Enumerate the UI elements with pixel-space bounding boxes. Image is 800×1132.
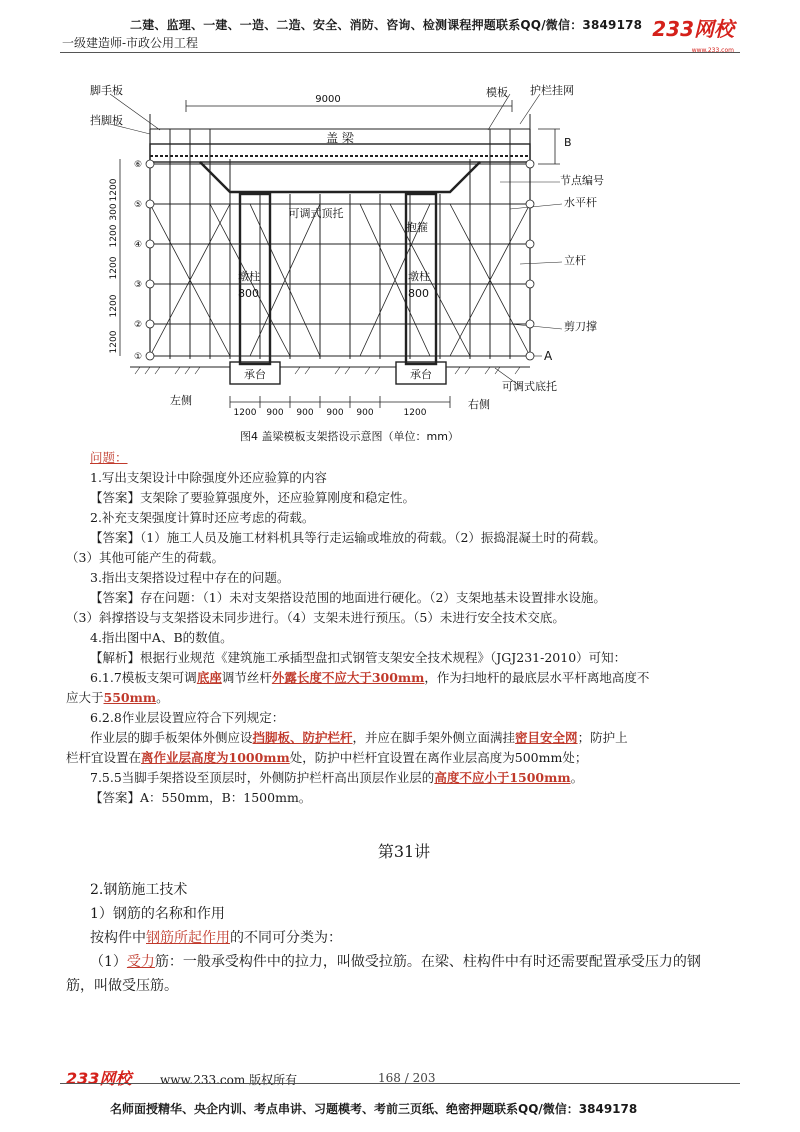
bottom-dim-1: 1200 [233, 408, 257, 418]
rule-6-2-8: 6.2.8作业层设置应符合下列规定： [90, 710, 285, 725]
label-formwork: 模板 [486, 86, 508, 99]
label-pier-dim-left: 800 [238, 287, 259, 300]
answer-2-line-2: （3）其他可能产生的荷载。 [66, 550, 224, 565]
label-width-dim: 9000 [315, 94, 341, 105]
label-pile-cap-left: 承台 [244, 368, 266, 381]
label-horizontal-bar: 水平杆 [564, 196, 597, 209]
section-tension-bar: （1）受力筋：一般承受构件中的拉力，叫做受拉筋。在梁、柱构件中有时还需要配置承受压力的钢 [90, 954, 701, 970]
questions-label: 问题： [90, 450, 128, 465]
label-vertical-post: 立杆 [564, 254, 586, 267]
answer-4: 【答案】A：550mm，B：1500mm。 [90, 790, 312, 805]
header-logo-domain: www.233.com [691, 47, 734, 54]
label-adjustable-top: 可调式顶托 [288, 207, 344, 220]
label-left-side: 左侧 [170, 394, 192, 407]
section-compression-bar: 筋，叫做受压筋。 [66, 978, 178, 994]
rule-6-1-7: 6.1.7模板支架可调底座调节丝杆外露长度不应大于300mm，作为扫地杆的最底层水平杆离地高度不 [90, 670, 650, 685]
label-pier-left: 墩柱 [238, 270, 260, 283]
header-divider [60, 52, 740, 53]
label-scaffold-board: 脚手板 [90, 84, 123, 97]
node-number-4: ④ [134, 240, 143, 250]
node-number-6: ⑥ [134, 160, 143, 170]
bottom-dim-4: 900 [326, 408, 344, 418]
figure-caption: 图4 盖梁模板支架搭设示意图（单位：mm） [240, 430, 459, 443]
label-toe-board: 挡脚板 [90, 114, 123, 127]
scaffold-diagram [90, 84, 710, 454]
rule-6-2-8-cont: 栏杆宜设置在离作业层高度为1000mm处，防护中栏杆宜设置在离作业层高度为500mm处； [66, 750, 588, 765]
rule-6-1-7-cont: 应大于550mm。 [66, 690, 169, 705]
bottom-dim-5: 900 [356, 408, 374, 418]
rule-6-2-8-body: 作业层的脚手板架体外侧应设挡脚板、防护栏杆，并应在脚手架外侧立面满挂密目安全网；防护上 [90, 730, 628, 745]
label-pile-cap-right: 承台 [410, 368, 432, 381]
footer-copyright: www.233.com 版权所有 [160, 1073, 298, 1087]
section-classification: 按构件中钢筋所起作用的不同可分类为： [90, 930, 342, 946]
question-3: 3.指出支架搭设过程中存在的问题。 [90, 570, 290, 585]
answer-2-line-1: 【答案】（1）施工人员及施工材料机具等行走运输或堆放的荷载。（2）振捣混凝土时的荷载。 [90, 530, 606, 545]
vertical-dim-3: 1200 [109, 224, 119, 248]
section-heading-rebar: 2.钢筋施工技术 [90, 882, 188, 898]
bottom-dim-2: 900 [266, 408, 284, 418]
question-4: 4.指出图中A、B的数值。 [90, 630, 233, 645]
header-logo [652, 18, 734, 62]
vertical-dim-4: 1200 [109, 256, 119, 280]
label-right-side: 右侧 [468, 398, 490, 411]
node-number-1: ① [134, 352, 143, 362]
bottom-dim-6: 1200 [403, 408, 427, 418]
vertical-dim-1: 1200 [109, 178, 119, 202]
label-pier-dim-right: 800 [408, 287, 429, 300]
answer-3-line-2: （3）斜撑搭设与支架搭设未同步进行。（4）支架未进行预压。（5）未进行安全技术交底。 [66, 610, 565, 625]
label-point-b: B [564, 136, 572, 149]
node-number-3: ③ [134, 280, 143, 290]
main-content [66, 448, 742, 998]
header-promo-text: 二建、监理、一建、一造、二造、安全、消防、咨询、检测课程押题联系QQ/微信：3849178 [130, 18, 643, 32]
vertical-dim-5: 1200 [109, 294, 119, 318]
rule-7-5-5: 7.5.5当脚手架搭设至顶层时，外侧防护栏杆高出顶层作业层的高度不应小于1500mm。 [90, 770, 584, 785]
label-guard-net: 护栏挂网 [530, 84, 574, 97]
label-node-number: 节点编号 [560, 174, 604, 187]
answer-3-line-1: 【答案】存在问题：（1）未对支架搭设范围的地面进行硬化。（2）支架地基未设置排水设施。 [90, 590, 606, 605]
header-subtitle: 一级建造师-市政公用工程 [62, 36, 199, 50]
footer-divider [60, 1083, 740, 1084]
label-scissor-brace: 剪刀撑 [564, 320, 597, 333]
label-pier-right: 墩柱 [408, 270, 430, 283]
answer-1: 【答案】支架除了要验算强度外，还应验算刚度和稳定性。 [90, 490, 416, 505]
label-point-a: A [544, 349, 553, 363]
node-number-5: ⑤ [134, 200, 143, 210]
vertical-dim-6: 1200 [109, 330, 119, 354]
label-adjustable-base: 可调式底托 [502, 380, 557, 393]
header-logo-text: 233网校 [652, 17, 734, 41]
vertical-dim-2: 300 [109, 203, 119, 221]
footer-logo: 233网校 [66, 1069, 132, 1088]
page-number: 168 / 203 [378, 1071, 436, 1085]
footer-promo-text: 名师面授精华、央企内训、考点串讲、习题模考、考前三页纸、绝密押题联系QQ/微信：3849178 [110, 1102, 638, 1116]
analysis-intro: 【解析】根据行业规范《建筑施工承插型盘扣式钢管支架安全技术规程》（JGJ231-2010）可知： [90, 650, 627, 665]
lecture-title: 第31讲 [377, 842, 431, 861]
section-subheading: 1）钢筋的名称和作用 [90, 906, 225, 922]
node-number-2: ② [134, 320, 143, 330]
label-cap-beam: 盖 梁 [326, 131, 354, 145]
bottom-dim-3: 900 [296, 408, 314, 418]
question-1: 1.写出支架设计中除强度外还应验算的内容 [90, 470, 327, 485]
label-hoop: 抱箍 [406, 221, 428, 234]
question-2: 2.补充支架强度计算时还应考虑的荷载。 [90, 510, 315, 525]
